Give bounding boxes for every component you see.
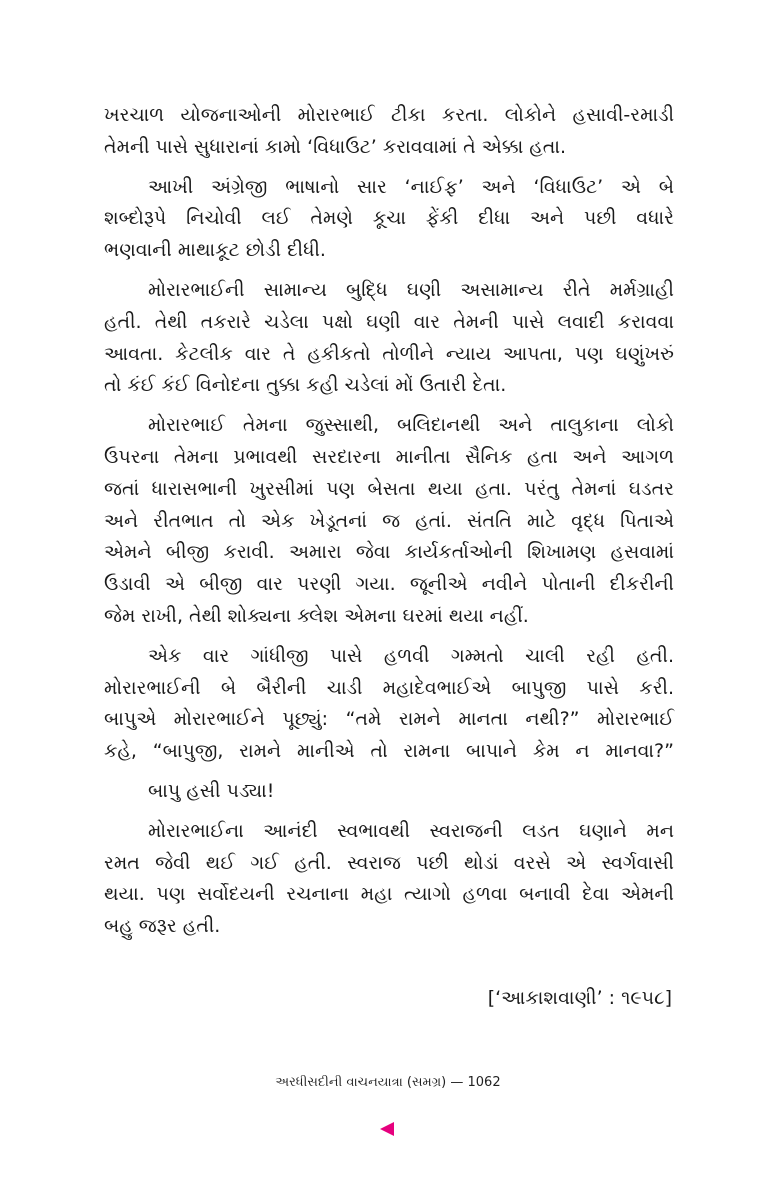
text-line: તેમની પાસે સુધારાનાં કામો ‘વિધાઉટ’ કરાવવામાં તે એક્કા હતા.: [104, 135, 567, 158]
text-line: જેમ રાખી, તેથી શોક્યના ક્લેશ એમના ઘરમાં થયા નહીં.: [104, 604, 529, 627]
text-line: ઉપરના તેમના પ્રભાવથી સરદારના માનીતા સૈનિક હતા અને આગળ: [104, 445, 674, 468]
text-line: રમત જેવી થઈ ગઈ હતી. સ્વરાજ પછી થોડાં વરસે એ સ્વર્ગવાસી: [104, 851, 674, 874]
text-line: એમને બીજી કરાવી. અમારા જેવા કાર્યકર્તાઓની શિખામણ હસવામાં: [104, 541, 674, 564]
text-line: મોરારભાઈ તેમના જુસ્સાથી, બલિદાનથી અને તાલુકાના લોકો: [148, 414, 674, 437]
text-line: હતી. તેથી તકરારે ચડેલા પક્ષો ઘણી વાર તેમની પાસે લવાદી કરાવવા: [104, 310, 674, 333]
text-line: તો કંઈ કંઈ વિનોદના તુક્કા કહી ચડેલાં મોં ઉતારી દેતા.: [104, 374, 507, 397]
text-line: ઉડાવી એ બીજી વાર પરણી ગયા. જૂનીએ નવીને પોતાની દીકરીની: [104, 573, 674, 596]
paragraph-7: [104, 816, 674, 943]
text-line: બાપુ હસી પડ્યા!: [148, 779, 275, 802]
page-footer: [0, 1074, 776, 1092]
text-line: જતાં ધારાસભાની ખુરસીમાં પણ બેસતા થયા હતા. પરંતુ તેમનાં ઘડતર: [104, 477, 674, 500]
text-line: આખી અંગ્રેજી ભાષાનો સાર ‘નાઈફ’ અને ‘વિધાઉટ’ એ બે: [148, 175, 674, 198]
source-citation: [‘આકાશવાણી’ : ૧૯૫૮]: [487, 987, 672, 1009]
text-line: બાપુએ મોરારભાઈને પૂછ્યું: “તમે રામને માનતા નથી?” મોરારભાઈ: [104, 708, 674, 731]
text-line: મોરારભાઈની બે બૈરીની ચાડી મહાદેવભાઈએ બાપુજી પાસે કરી.: [104, 676, 674, 699]
paragraph-3: [104, 275, 674, 402]
text-line: મોરારભાઈના આનંદી સ્વભાવથી સ્વરાજની લડત ઘણાને મન: [148, 819, 674, 842]
text-line: બહુ જરૂર હતી.: [104, 915, 221, 938]
paragraph-5: [104, 641, 674, 768]
text-line: ભણવાની માથાકૂટ છોડી દીધી.: [104, 239, 326, 262]
paragraph-4: [104, 410, 674, 633]
text-line: કહે, “બાપુજી, રામને માનીએ તો રામના બાપાને કેમ ન માનવા?”: [104, 740, 674, 763]
text-line: એક વાર ગાંધીજી પાસે હળવી ગમ્મતો ચાલી રહી હતી.: [148, 644, 674, 667]
text-line: ખરચાળ યોજનાઓની મોરારભાઈ ટીકા કરતા. લોકોને હસાવી-રમાડી: [104, 104, 674, 126]
previous-page-arrow-icon[interactable]: [380, 1122, 394, 1136]
text-line: મોરારભાઈની સામાન્ય બુદ્ધિ ઘણી અસામાન્ય રીતે મર્મગ્રાહી: [148, 278, 674, 301]
footer-separator: —: [450, 1075, 464, 1090]
paragraph-6: [104, 776, 674, 808]
page-body: [104, 100, 674, 943]
text-line: અને રીતભાત તો એક ખેડૂતનાં જ હતાં. સંતતિ માટે વૃદ્ધ પિતાએ: [104, 509, 674, 532]
page-number: 1062: [467, 1075, 501, 1090]
paragraph-2: [104, 172, 674, 267]
text-line: આવતા. કેટલીક વાર તે હકીકતો તોળીને ન્યાય આપતા, પણ ઘણુંખરું: [104, 342, 674, 365]
paragraph-1: [104, 100, 674, 164]
text-line: શબ્દોરૂપે નિચોવી લઈ તેમણે કૂચા ફેંકી દીધા અને પછી વધારે: [104, 207, 674, 230]
book-title: અરધીસદીની વાચનયાત્રા (સમગ્ર): [275, 1075, 447, 1090]
text-line: થયા. પણ સર્વોદયની રચનાના મહા ત્યાગો હળવા બનાવી દેવા એમની: [104, 883, 674, 906]
